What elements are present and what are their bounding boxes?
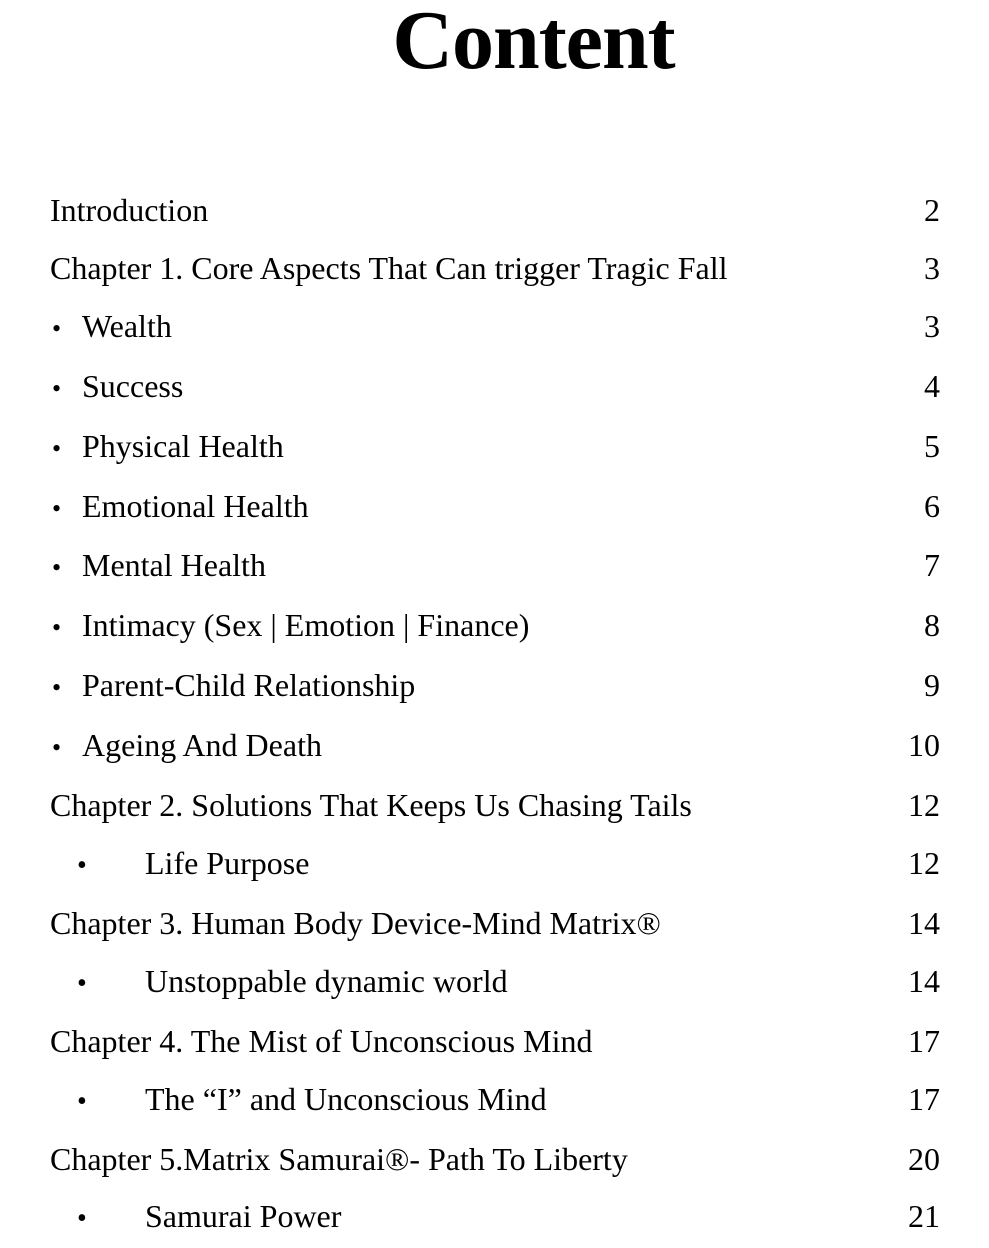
bullet-icon: • — [52, 673, 62, 703]
toc-entry-label: Samurai Power — [145, 1198, 342, 1235]
toc-entry — [50, 953, 508, 1013]
toc-row — [50, 418, 940, 478]
toc-row — [50, 657, 940, 717]
toc-entry — [50, 835, 309, 895]
toc-entry — [50, 358, 183, 418]
toc-entry-label: Intimacy (Sex | Emotion | Finance) — [82, 607, 530, 644]
toc-page-number: 5 — [924, 427, 940, 464]
toc-row — [50, 895, 940, 953]
toc-entry-label: Mental Health — [82, 547, 266, 584]
bullet-icon: • — [77, 849, 87, 881]
toc-page-number: 7 — [924, 547, 940, 584]
toc-entry — [50, 717, 322, 777]
toc-entry — [50, 537, 266, 597]
toc-entry-label: Ageing And Death — [82, 727, 322, 764]
toc-page-number: 17 — [908, 1022, 940, 1059]
toc-page-number: 3 — [924, 307, 940, 344]
toc-entry-label: Introduction — [50, 192, 209, 228]
toc-page-number: 9 — [924, 667, 940, 704]
toc-entry — [50, 182, 208, 240]
toc-entry-label: Chapter 4. The Mist of Unconscious Mind — [50, 1022, 593, 1059]
toc-entry — [50, 1071, 547, 1131]
toc-page-number: 21 — [908, 1198, 940, 1235]
toc-page-number: 2 — [924, 192, 940, 228]
toc-row — [50, 1013, 940, 1071]
toc-entry-label: The “I” and Unconscious Mind — [145, 1080, 547, 1117]
toc-entry-label: Life Purpose — [145, 844, 310, 881]
toc-page-number: 17 — [908, 1080, 940, 1117]
toc-entry-label: Chapter 3. Human Body Device-Mind Matrix® — [50, 904, 661, 941]
bullet-icon: • — [77, 1203, 87, 1235]
bullet-icon: • — [77, 967, 87, 999]
toc-row — [50, 953, 940, 1013]
toc-page-number: 10 — [908, 727, 940, 764]
toc-row — [50, 777, 940, 835]
toc-entry — [50, 478, 309, 538]
toc-page-number: 12 — [908, 787, 940, 824]
toc-page-number: 14 — [908, 904, 940, 941]
toc-page-number: 20 — [908, 1140, 940, 1177]
toc-entry — [50, 1188, 341, 1248]
toc-entry — [50, 597, 529, 657]
toc-row — [50, 1071, 940, 1131]
toc-entry-label: Success — [82, 367, 184, 404]
toc-row — [50, 358, 940, 418]
toc-row — [50, 240, 940, 298]
toc-row — [50, 717, 940, 777]
toc-row — [50, 537, 940, 597]
toc-entry — [50, 1131, 628, 1189]
toc-entry — [50, 895, 661, 953]
bullet-icon: • — [52, 733, 62, 763]
toc-page-number: 14 — [908, 962, 940, 999]
toc-page-number: 8 — [924, 607, 940, 644]
page-title: Content — [392, 0, 675, 87]
bullet-icon: • — [52, 433, 62, 463]
toc-row — [50, 1131, 940, 1189]
toc-entry — [50, 298, 172, 358]
toc-entry — [50, 657, 415, 717]
toc-row — [50, 182, 940, 240]
toc-entry — [50, 240, 728, 298]
bullet-icon: • — [52, 373, 62, 403]
toc-entry — [50, 1013, 592, 1071]
toc-entry-label: Physical Health — [82, 427, 284, 464]
toc-entry-label: Unstoppable dynamic world — [145, 962, 508, 999]
toc-entry-label: Chapter 1. Core Aspects That Can trigger Tragic Fall — [50, 249, 728, 286]
toc-entry-label: Emotional Health — [82, 487, 309, 524]
toc-entry-label: Chapter 5.Matrix Samurai®- Path To Liberty — [50, 1140, 628, 1177]
toc-row — [50, 478, 940, 538]
bullet-icon: • — [77, 1085, 87, 1117]
toc-row — [50, 1188, 940, 1248]
toc-entry-label: Parent-Child Relationship — [82, 667, 416, 704]
toc-entry — [50, 418, 284, 478]
toc-entry — [50, 777, 692, 835]
toc-row — [50, 835, 940, 895]
bullet-icon: • — [52, 613, 62, 643]
bullet-icon: • — [52, 493, 62, 523]
toc-row — [50, 597, 940, 657]
toc-page-number: 6 — [924, 487, 940, 524]
table-of-contents — [50, 182, 940, 1248]
toc-row — [50, 298, 940, 358]
toc-page-number: 12 — [908, 844, 940, 881]
toc-entry-label: Wealth — [82, 307, 172, 344]
toc-page-number: 3 — [924, 249, 940, 286]
bullet-icon: • — [52, 313, 62, 343]
toc-page-number: 4 — [924, 367, 940, 404]
bullet-icon: • — [52, 553, 62, 583]
toc-entry-label: Chapter 2. Solutions That Keeps Us Chasing Tails — [50, 787, 692, 824]
